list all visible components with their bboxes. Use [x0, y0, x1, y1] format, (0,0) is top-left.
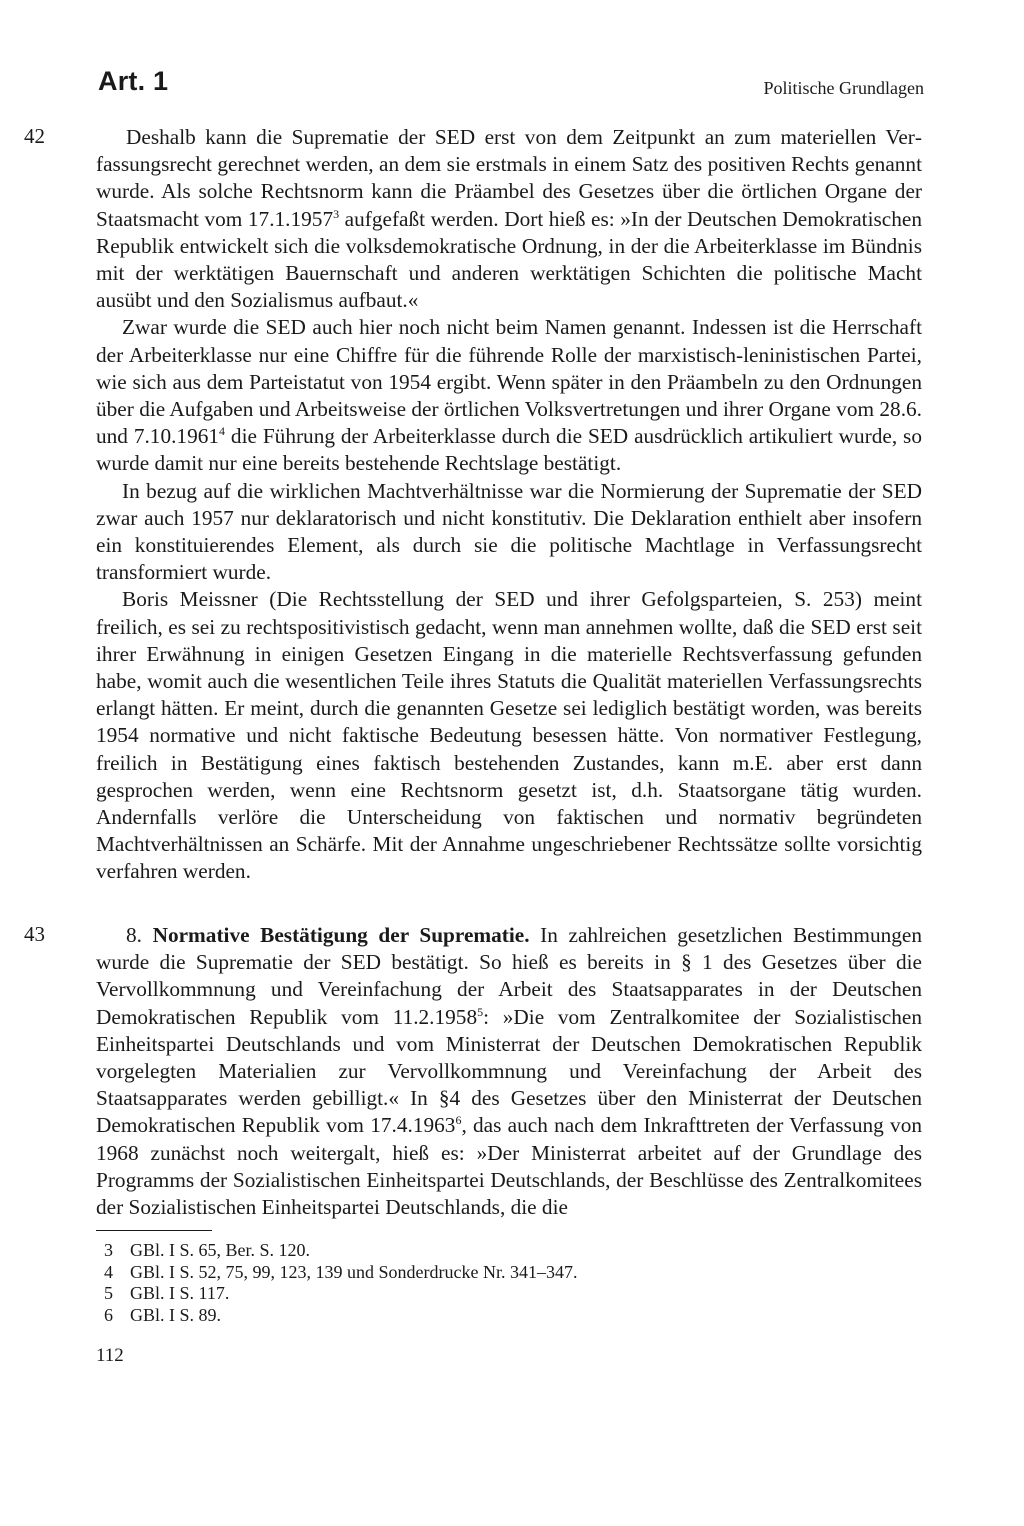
footnote-item	[104, 1305, 577, 1327]
footnote-text: GBl. I S. 117.	[130, 1283, 230, 1303]
paragraph	[96, 314, 922, 477]
footnote-item	[104, 1283, 577, 1305]
footnote-text: GBl. I S. 52, 75, 99, 123, 139 und Sonderdrucke Nr. 341–347.	[130, 1261, 578, 1282]
footnote-item	[104, 1240, 577, 1262]
section-heading: Normative Bestätigung der Suprematie.	[152, 923, 530, 947]
paragraph-text: aufgefaßt werden. Dort hieß es: »In der Deutschen Demokratischen Republik entwickelt sich die volksdemokratische Ordnung, in der die Arbeiterklasse im Bündnis mit der werktätigen Bauernschaft und anderen werktätigen Schichten die politische Macht ausübt und den Sozialismus aufbaut.«	[96, 206, 922, 313]
paragraph-text: Deshalb kann die Suprematie der SED erst von dem Zeitpunkt an zum materiellen Verfassungsrecht gerechnet werden, an dem sie erstmals in einem Satz des positiven Rechts genannt wurde. Als solche Rechtsnorm kann die Präambel des Gesetzes über die örtlichen Organe der Staatsmacht vom 17.1.1957	[96, 125, 922, 231]
footnote-item	[104, 1262, 577, 1284]
footnote-ref: 5	[477, 1004, 484, 1019]
footnote-number: 3	[104, 1240, 113, 1260]
paragraph-text: die Führung der Arbeiterklasse durch die SED ausdrücklich artikuliert wurde, so wurde damit nur eine bereits bestehende Rechtslage bestätigt.	[96, 424, 922, 476]
footnote-ref: 6	[455, 1113, 462, 1128]
paragraph: Boris Meissner (Die Rechtsstellung der SED und ihrer Gefolgsparteien, S. 253) meint freilich, es sei zu rechtspositivistisch gedacht, wenn man annehmen wollte, daß die SED erst seit ihrer Erwähnung in einigen Gesetzen Eingang in die materielle Rechtsverfassung gefunden habe, womit auch die wesentlichen Teile ihres Statuts die Qualität materiellen Verfassungsrechts erlangt hätten. Er meint, durch die genannten Gesetze sei lediglich bestätigt worden, was bereits 1954 normative und nicht faktische Bedeutung besessen hätte. Von normativer Festlegung, freilich in Bestätigung eines faktisch bestehenden Zustandes, kann m.E. aber erst dann gesprochen werden, wenn eine Rechtsnorm gesetzt ist, d.h. Staatsorgane tätig wurden. Andernfalls verlöre die Unterscheidung von faktischen und normativ begründeten Machtverhältnissen an Schärfe. Mit der Annahme ungeschriebener Rechtssätze sollte vorsichtig verfahren werden.	[96, 587, 922, 884]
paragraph: In bezug auf die wirklichen Machtverhältnisse war die Normierung der Suprematie der SED zwar auch 1957 nur deklaratorisch und nicht konstitutiv. Die Deklaration enthielt aber insofern ein konstituierendes Element, als durch sie die politische Machtlage in Verfassungsrecht transformiert wurde.	[96, 478, 922, 585]
footnote-text: GBl. I S. 65, Ber. S. 120.	[130, 1240, 311, 1260]
section-42-text	[96, 124, 922, 886]
running-head: Politische Grundlagen	[763, 78, 924, 98]
paragraph-text: : »Die vom Zentralkomitee der Sozialistischen Einheitspartei Deutschlands und vom Ministerrat der Deutschen Demokratischen Republik vorgelegten Materialien zur Vervollkommnung und Vereinfachung der Arbeit des Staatsapparates werden gebilligt.« In §4 des Gesetzes über den Ministerrat der Deutschen Demokratischen Republik vom 17.4.1963	[96, 1004, 922, 1138]
paragraph	[96, 124, 922, 314]
footnote-number: 4	[104, 1261, 113, 1282]
article-heading: Art. 1	[98, 66, 169, 96]
margin-number-43: 43	[24, 922, 45, 946]
footnote-text: GBl. I S. 89.	[130, 1304, 222, 1325]
section-43-text	[96, 922, 922, 1221]
footnotes	[104, 1240, 577, 1326]
footnote-number: 5	[104, 1283, 113, 1303]
paragraph-text: In zahlreichen gesetzlichen Bestimmungen wurde die Suprematie der SED bestätigt. So hieß es bereits in § 1 des Gesetzes über die Vervollkommnung und Vereinfachung der Arbeit des Staatsapparates in der Deutschen Demokratischen Republik vom 11.2.1958	[96, 923, 923, 1029]
heading-number: 8.	[126, 923, 142, 947]
footnote-number: 6	[104, 1304, 113, 1325]
footnote-ref: 4	[219, 424, 226, 439]
footnote-divider	[96, 1230, 212, 1231]
paragraph-text: , das auch nach dem Inkrafttreten der Verfassung von 1968 zunächst noch weitergalt, hieß es: »Der Ministerrat arbeitet auf der Grundlage des Programms der Sozialistischen Einheitspartei Deutschlands, der Beschlüsse des Zentralkomitees der Sozialistischen Einheitspartei Deutschlands, die die	[96, 1113, 922, 1220]
margin-number-42: 42	[24, 124, 45, 148]
paragraph-text: Zwar wurde die SED auch hier noch nicht beim Namen genannt. Indessen ist die Herrschaft der Arbeiterklasse nur eine Chiffre für die führende Rolle der marxistisch-leninistischen Partei, wie sich aus dem Parteistatut von 1954 ergibt. Wenn später in den Präambeln zu den Ordnungen über die Aufgaben und Arbeitsweise der örtlichen Volksvertretungen und ihrer Organe vom 28.6. und 7.10.1961	[96, 315, 922, 449]
footnote-ref: 3	[333, 206, 340, 221]
page-number: 112	[96, 1345, 124, 1366]
paragraph	[96, 922, 922, 1221]
